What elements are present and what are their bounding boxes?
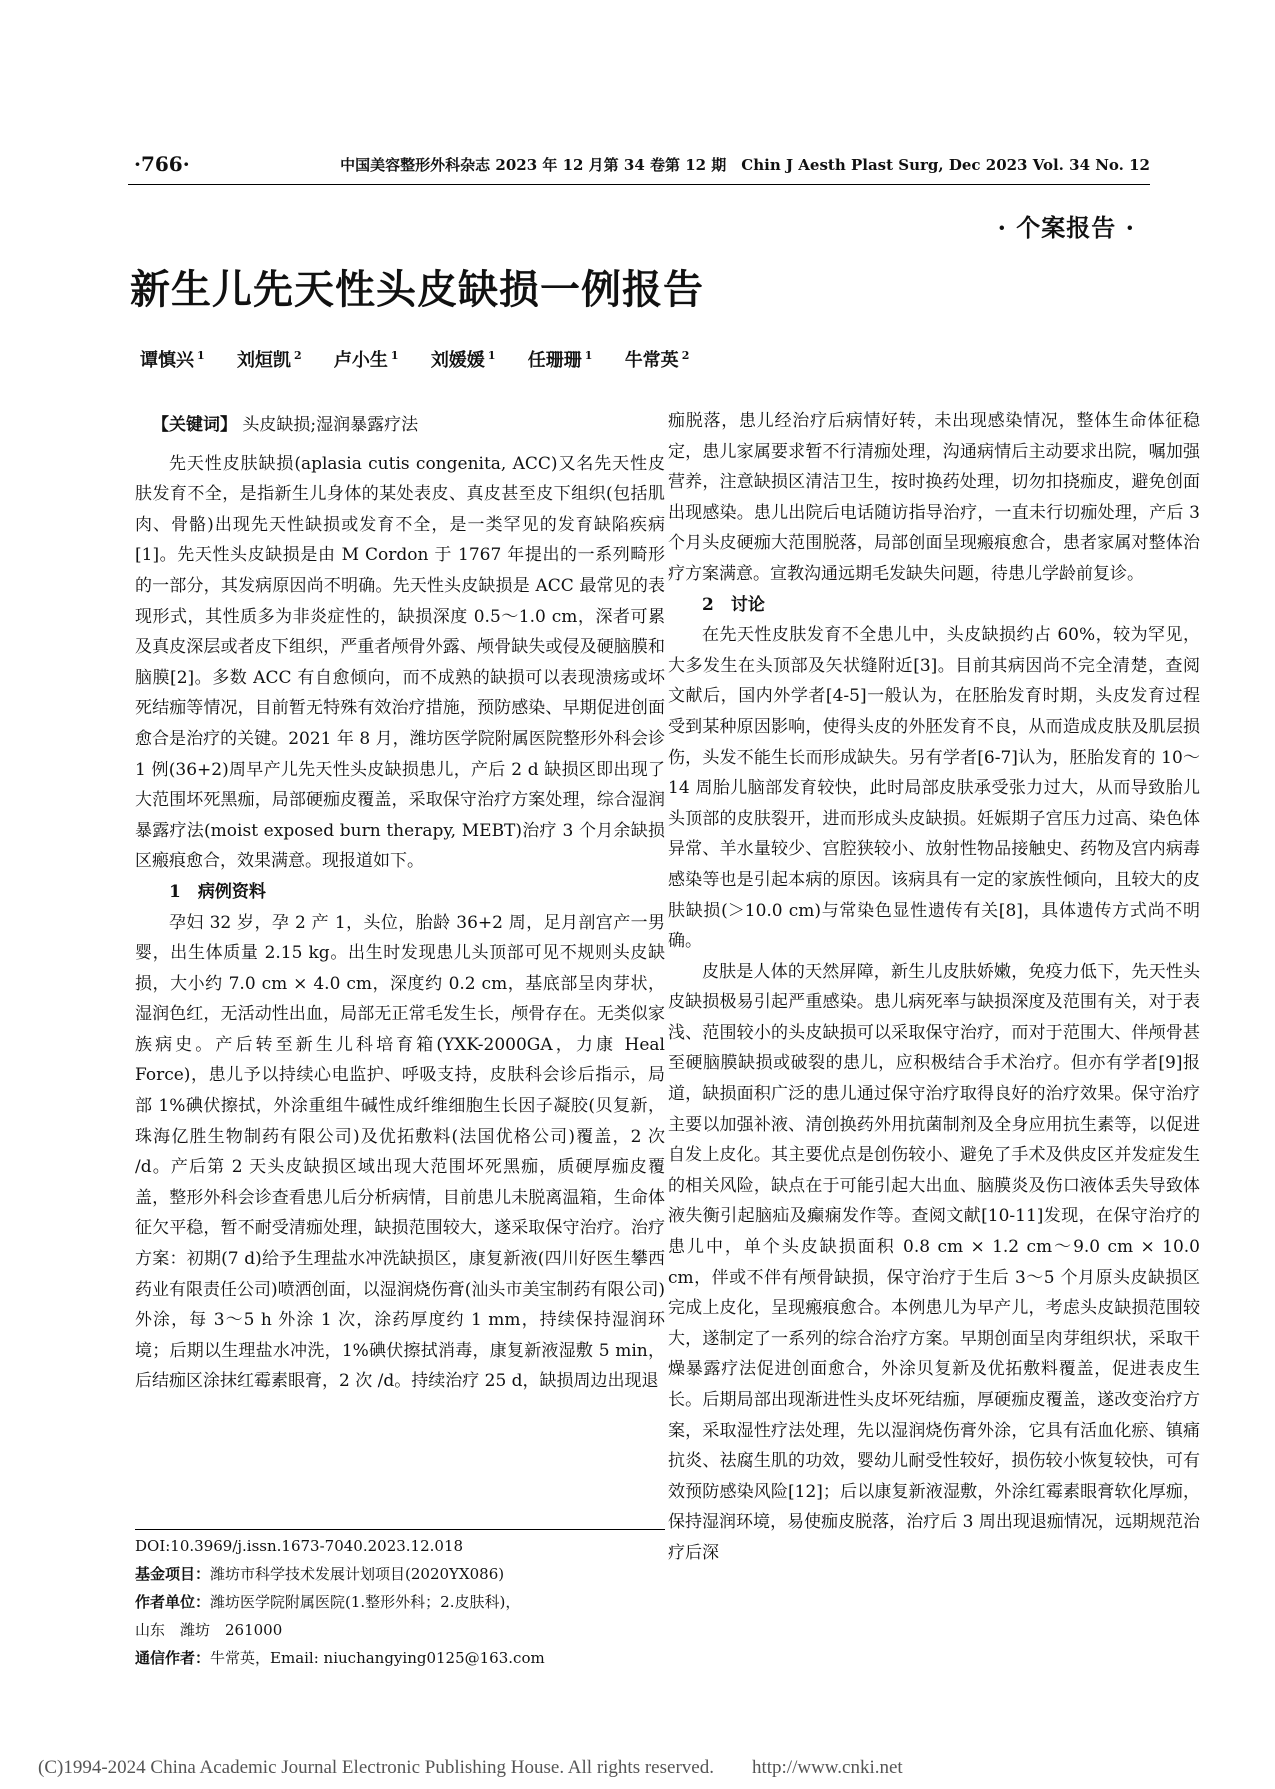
corresponding-author: 通信作者：牛常英，Email: niuchangying0125@163.com bbox=[135, 1649, 545, 1667]
article-title: 新生儿先天性头皮缺损一例报告 bbox=[130, 266, 704, 313]
keywords-label: 【关键词】 bbox=[152, 415, 237, 435]
footnote bbox=[135, 1529, 665, 1672]
author: 谭慎兴 $^1$ bbox=[140, 349, 205, 371]
author: 任珊珊 $^1$ bbox=[527, 349, 593, 371]
left-column bbox=[135, 410, 665, 1397]
keywords-text: 头皮缺损;湿润暴露疗法 bbox=[242, 415, 419, 435]
section-heading-case: 1 病例资料 bbox=[169, 881, 266, 902]
author: 卢小生 $^1$ bbox=[333, 349, 399, 371]
copyright-footer: (C)1994-2024 China Academic Journal Electronic Publishing House. All rights reserved. http://www.cnki.net bbox=[38, 1757, 903, 1778]
discussion-paragraph-1: 在先天性皮肤发育不全患儿中，头皮缺损约占 60%，较为罕见，大多发生在头顶部及矢状缝附近[3]。目前其病因尚不完全清楚，查阅文献后，国内外学者[4-5]一般认为，在胚胎发育时期，头皮发育过程受到某种原因影响，使得头皮的外胚发育不良，从而造成皮肤及肌层损伤，头发不能生长而形成缺失。另有学者[6-7]认为，胚胎发育的 10～14 周胎儿脑部发育较快，此时局部皮肤承受张力过大，从而导致胎儿头顶部的皮肤裂开，进而形成头皮缺损。妊娠期子宫压力过高、染色体异常、羊水量较少、宫腔狭较小、放射性物品接触史、药物及宫内病毒感染等也是引起本病的原因。该病具有一定的家族性倾向，且较大的皮肤缺损(＞10.0 cm)与常染色显性遗传有关[8]，具体遗传方式尚不明确。 bbox=[668, 625, 1200, 952]
fund-note: 基金项目：潍坊市科学技术发展计划项目(2020YX086) bbox=[135, 1565, 505, 1583]
section-heading-discussion: 2 讨论 bbox=[702, 594, 765, 615]
intro-paragraph: 先天性皮肤缺损(aplasia cutis congenita, ACC)又名先天性皮肤发育不全，是指新生儿身体的某处表皮、真皮甚至皮下组织(包括肌肉、骨骼)出现先天性缺损或发育不全，是一类罕见的发育缺陷疾病[1]。先天性头皮缺损是由 M Cordon 于 1767 年提出的一系列畸形的一部分，其发病原因尚不明确。先天性头皮缺损是 ACC 最常见的表现形式，其性质多为非炎症性的，缺损深度 0.5～1.0 cm，深者可累及真皮深层或者皮下组织，严重者颅骨外露、颅骨缺失或侵及硬脑膜和脑膜[2]。多数 ACC 有自愈倾向，而不成熟的缺损可以表现溃疡或坏死结痂等情况，目前暂无特殊有效治疗措施，预防感染、早期促进创面愈合是治疗的关键。2021 年 8 月，潍坊医学院附属医院整形外科会诊 1 例(36+2)周早产儿先天性头皮缺损患儿，产后 2 d 缺损区即出现了大范围坏死黑痂，局部硬痂皮覆盖，采取保守治疗方案处理，综合湿润暴露疗法(moist exposed burn therapy, MEBT)治疗 3 个月余缺损区瘢痕愈合，效果满意。现报道如下。 bbox=[135, 453, 665, 872]
discussion-paragraph-2: 皮肤是人体的天然屏障，新生儿皮肤娇嫩，免疫力低下，先天性头皮缺损极易引起严重感染。患儿病死率与缺损深度及范围有关，对于表浅、范围较小的头皮缺损可以采取保守治疗，而对于范围大、伴颅骨甚至硬脑膜缺损或破裂的患儿，应积极结合手术治疗。但亦有学者[9]报道，缺损面积广泛的患儿通过保守治疗取得良好的治疗效果。保守治疗主要以加强补液、清创换药外用抗菌制剂及全身应用抗生素等，以促进自发上皮化。其主要优点是创伤较小、避免了手术及供皮区并发症发生的相关风险，缺点在于可能引起大出血、脑膜炎及伤口液体丢失导致体液失衡引起脑疝及癫痫发作等。查阅文献[10-11]发现，在保守治疗的患儿中，单个头皮缺损面积 0.8 cm × 1.2 cm～9.0 cm × 10.0 cm，伴或不伴有颅骨缺损，保守治疗于生后 3～5 个月原头皮缺损区完成上皮化，呈现瘢痕愈合。本例患儿为早产儿，考虑头皮缺损范围较大，遂制定了一系列的综合治疗方案。早期创面呈肉芽组织状，采取干燥暴露疗法促进创面愈合，外涂贝复新及优拓敷料覆盖，促进表皮生长。后期局部出现渐进性头皮坏死结痂，厚硬痂皮覆盖，遂改变治疗方案，采取湿性疗法处理，先以湿润烧伤膏外涂，它具有活血化瘀、镇痛抗炎、祛腐生肌的功效，婴幼儿耐受性较好，损伤较小恢复较快，可有效预防感染风险[12]；后以康复新液湿敷，外涂红霉素眼膏软化厚痂，保持湿润环境，易使痂皮脱落，治疗后 3 周出现退痂情况，远期规范治疗后深 bbox=[668, 961, 1200, 1563]
case-continued-paragraph: 痂脱落，患儿经治疗后病情好转，未出现感染情况，整体生命体征稳定，患儿家属要求暂不行清痂处理，沟通病情后主动要求出院，嘱加强营养，注意缺损区清洁卫生，按时换药处理，切勿扣挠痂皮，避免创面出现感染。患儿出院后电话随访指导治疗，一直未行切痂处理，产后 3 个月头皮硬痂大范围脱落，局部创面呈现瘢痕愈合，患者家属对整体治疗方案满意。宣教沟通远期毛发缺失问题，待患儿学龄前复诊。 bbox=[668, 411, 1200, 584]
doi: DOI:10.3969/j.issn.1673-7040.2023.12.018 bbox=[135, 1537, 464, 1555]
author: 刘媛媛 $^1$ bbox=[430, 349, 496, 371]
journal-info: 中国美容整形外科杂志 2023 年 12 月第 34 卷第 12 期 Chin J Aesth Plast Surg, Dec 2023 Vol. 34 No. 12 bbox=[340, 156, 1150, 174]
right-column bbox=[668, 406, 1200, 1569]
author: 刘烜凯 $^2$ bbox=[236, 349, 302, 371]
section-label: · 个案报告 · bbox=[997, 213, 1135, 242]
page-number: ·766· bbox=[134, 152, 190, 176]
author-list bbox=[140, 346, 715, 372]
affiliation-note: 作者单位：潍坊医学院附属医院(1.整形外科；2.皮肤科)， bbox=[135, 1593, 521, 1611]
affiliation-address: 山东 潍坊 261000 bbox=[135, 1621, 283, 1639]
author: 牛常英 $^2$ bbox=[624, 349, 690, 371]
case-paragraph: 孕妇 32 岁，孕 2 产 1，头位，胎龄 36+2 周，足月剖宫产一男婴，出生体质量 2.15 kg。出生时发现患儿头顶部可见不规则头皮缺损，大小约 7.0 cm × 4.0 cm，深度约 0.2 cm，基底部呈肉芽状，湿润色红，无活动性出血，局部无正常毛发生长，颅骨存在。无类似家族病史。产后转至新生儿科培育箱(YXK-2000GA，力康 Heal Force)，患儿予以持续心电监护、呼吸支持，皮肤科会诊后指示，局部 1%碘伏擦拭，外涂重组牛碱性成纤维细胞生长因子凝胶(贝复新，珠海亿胜生物制药有限公司)及优拓敷料(法国优格公司)覆盖，2 次 /d。产后第 2 天头皮缺损区域出现大范围坏死黑痂，质硬厚痂皮覆盖，整形外科会诊查看患儿后分析病情，目前患儿未脱离温箱，生命体征欠平稳，暂不耐受清痂处理，缺损范围较大，遂采取保守治疗。治疗方案：初期(7 d)给予生理盐水冲洗缺损区，康复新液(四川好医生攀西药业有限责任公司)喷洒创面，以湿润烧伤膏(汕头市美宝制药有限公司)外涂，每 3～5 h 外涂 1 次，涂药厚度约 1 mm，持续保持湿润环境；后期以生理盐水冲洗，1%碘伏擦拭消毒，康复新液湿敷 5 min，后结痂区涂抹红霉素眼膏，2 次 /d。持续治疗 25 d，缺损周边出现退 bbox=[135, 912, 665, 1392]
keywords bbox=[135, 410, 665, 441]
running-header bbox=[128, 152, 1150, 185]
